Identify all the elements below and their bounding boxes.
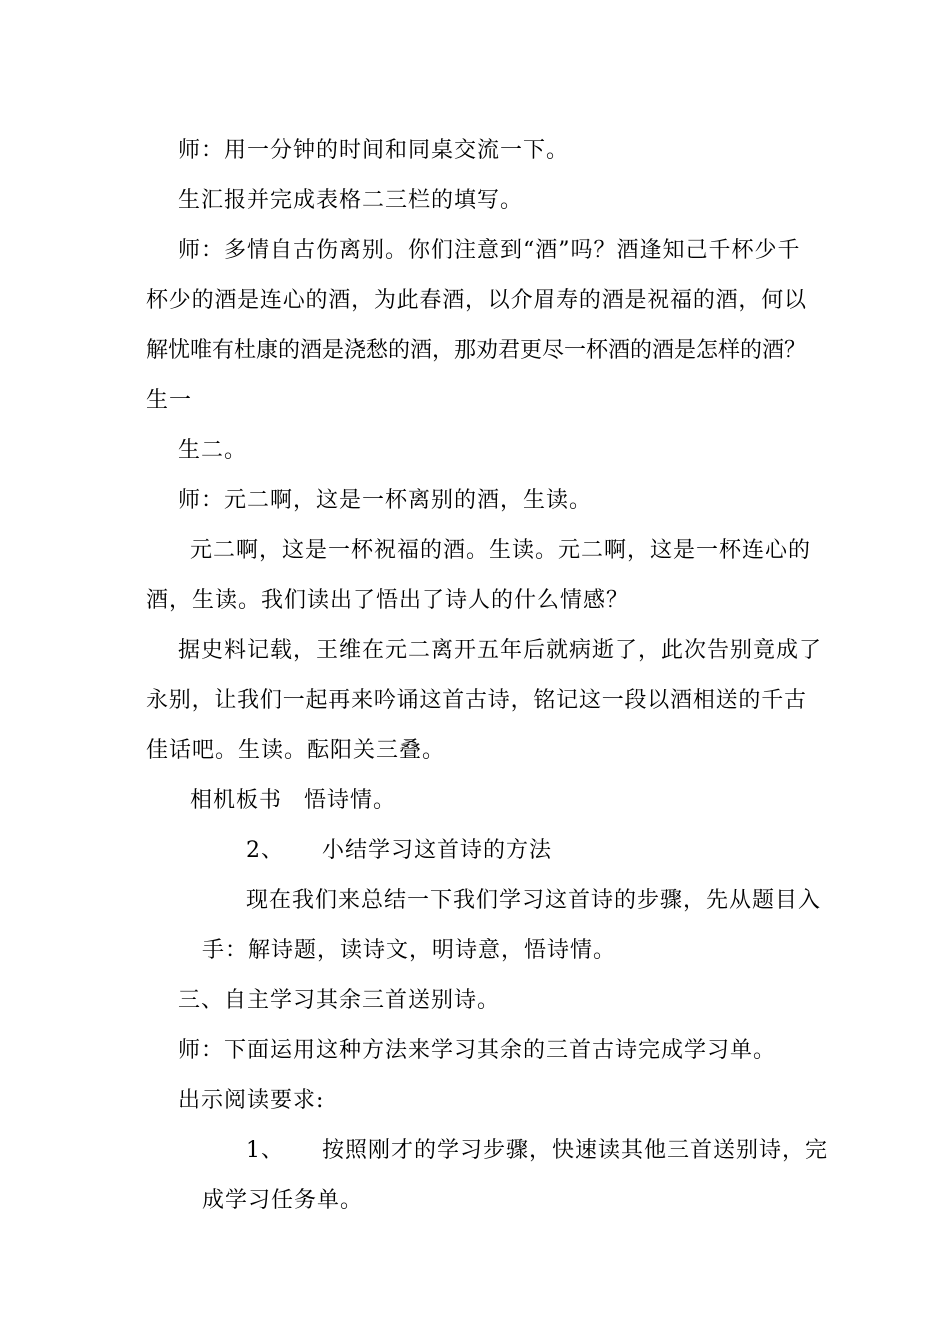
paragraph-line: 解忧唯有杜康的酒是浇愁的酒，那劝君更尽一杯酒的酒是怎样的酒？ [146, 338, 807, 363]
paragraph-line: 现在我们来总结一下我们学习这首诗的步骤，先从题目入 [246, 888, 822, 913]
paragraph-line: 手：解诗题，读诗文，明诗意，悟诗情。 [202, 938, 617, 963]
paragraph-line: 据史料记载，王维在元二离开五年后就病逝了，此次告别竟成了 [178, 638, 823, 663]
section-heading: 三、自主学习其余三首送别诗。 [178, 988, 501, 1013]
paragraph-line: 生二。 [178, 438, 248, 463]
paragraph-line: 生一 [146, 388, 193, 413]
paragraph-line: 生汇报并完成表格二三栏的填写。 [178, 188, 524, 213]
paragraph-line: 元二啊，这是一杯祝福的酒。生读。元二啊，这是一杯连心的 [190, 538, 812, 563]
paragraph-line: 师：用一分钟的时间和同桌交流一下。 [178, 138, 570, 163]
paragraph-line: 永别，让我们一起再来吟诵这首古诗，铭记这一段以酒相送的千古 [146, 688, 806, 713]
board-note-line [190, 786, 396, 816]
paragraph-line: 师：下面运用这种方法来学习其余的三首古诗完成学习单。 [178, 1038, 777, 1063]
paragraph-line: 杯少的酒是连心的酒，为此春酒，以介眉寿的酒是祝福的酒，何以 [146, 288, 806, 313]
numbered-item [246, 1136, 828, 1166]
paragraph-line: 酒，生读。我们读出了悟出了诗人的什么情感？ [146, 588, 630, 613]
paragraph-line: 成学习任务单。 [202, 1188, 364, 1213]
paragraph-line: 出示阅读要求: [178, 1088, 325, 1113]
paragraph-line: 师：元二啊，这是一杯离别的酒，生读。 [178, 488, 593, 513]
paragraph-line: 佳话吧。生读。酝阳关三叠。 [146, 738, 446, 763]
list-number: 2、 [246, 838, 284, 863]
list-number: 1、 [246, 1138, 284, 1163]
board-note-text: 悟诗情。 [304, 788, 397, 813]
paragraph-line: 师：多情自古伤离别。你们注意到“酒”吗？酒逢知己千杯少千 [178, 238, 801, 263]
numbered-heading [246, 836, 552, 866]
heading-text: 小结学习这首诗的方法 [322, 838, 553, 863]
item-text: 按照刚才的学习步骤，快速读其他三首送别诗，完 [322, 1138, 829, 1163]
board-note-label: 相机板书 [190, 788, 283, 813]
